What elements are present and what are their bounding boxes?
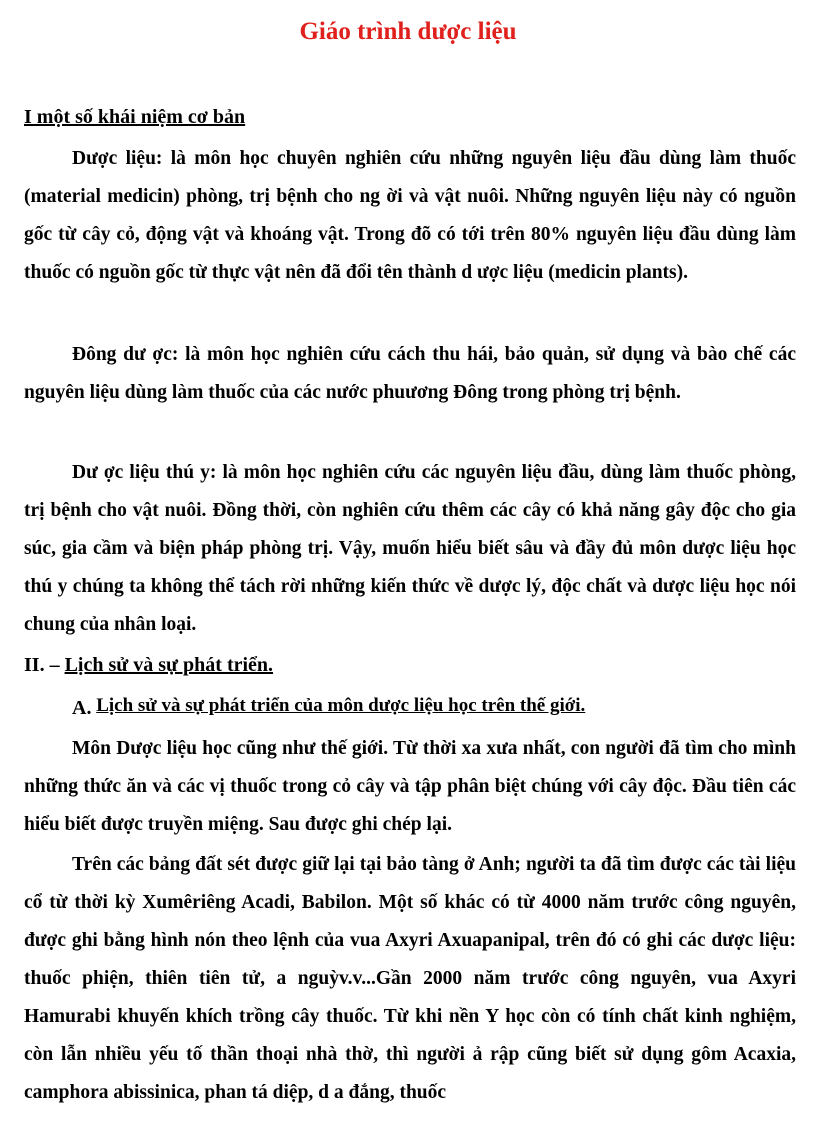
paragraph-bang-dat-set: Trên các bảng đất sét được giữ lại tại bảo tàng ở Anh; người ta đã tìm được các tài liệu cổ từ thời kỳ Xumêriêng Acadi, Babilon. Một số khác có từ 4000 năm trước công nguyên, được ghi bằng hình nón theo lệnh của vua Axyri Axuapanipal, trên đó có ghi các dược liệu: thuốc phiện, thiên tiên tử, a nguỳv.v...Gần 2000 năm trước công nguyên, vua Axyri Hamurabi khuyến khích trồng cây thuốc. Từ khi nền Y học còn có tính chất kinh nghiệm, còn lẫn nhiều yếu tố thần thoại nhà thờ, thì người ả rập cũng biết sử dụng gôm Acaxia, camphora abissinica, phan tá diệp, d a đắng, thuốc: [24, 854, 796, 1103]
subsection-a-heading: [72, 694, 585, 717]
section-2-prefix: II. –: [24, 654, 65, 676]
paragraph-duoc-lieu-thu-y: Dư ợc liệu thú y: là môn học nghiên cứu các nguyên liệu đầu, dùng làm thuốc phòng, trị bệnh cho vật nuôi. Đồng thời, còn nghiên cứu thêm các cây có khả năng gây độc cho gia súc, gia cầm và biện pháp phòng trị. Vậy, muốn hiểu biết sâu và đầy đủ môn dược liệu học thú y chúng ta không thể tách rời những kiến thức về dược lý, độc chất và dược liệu học nói chung của nhân loại.: [24, 462, 796, 635]
subsection-a-label: A.: [72, 697, 92, 719]
section-1-heading: I một số khái niệm cơ bản: [24, 106, 246, 128]
paragraph-mon-duoc-lieu: Môn Dược liệu học cũng như thế giới. Từ thời xa xưa nhất, con người đã tìm cho mình những thức ăn và các vị thuốc trong cỏ cây và tập phân biệt chúng với cây độc. Đầu tiên các hiểu biết được truyền miệng. Sau được ghi chép lại.: [24, 738, 796, 835]
section-2-title: Lịch sử và sự phát triển.: [64, 654, 274, 676]
paragraph-duoc-lieu: Dược liệu: là môn học chuyên nghiên cứu những nguyên liệu đầu dùng làm thuốc (material medicin) phòng, trị bệnh cho ng ời và vật nuôi. Những nguyên liệu này có nguồn gốc từ cây cỏ, động vật và khoáng vật. Trong đõ có tới trên 80% nguyên liệu đầu dùng làm thuốc có nguồn gốc từ thực vật nên đã đổi tên thành d ược liệu (medicin plants).: [24, 148, 796, 283]
document-title: Giáo trình dược liệu: [299, 18, 517, 45]
paragraph-dong-duoc: Đông dư ợc: là môn học nghiên cứu cách thu hái, bảo quản, sử dụng và bào chế các nguyên liệu dùng làm thuốc của các nước phuương Đông trong phòng trị bệnh.: [24, 344, 796, 403]
section-2-heading: [24, 654, 273, 677]
subsection-a-title: Lịch sử và sự phát triển của môn dược liệu học trên thế giới.: [96, 695, 586, 716]
